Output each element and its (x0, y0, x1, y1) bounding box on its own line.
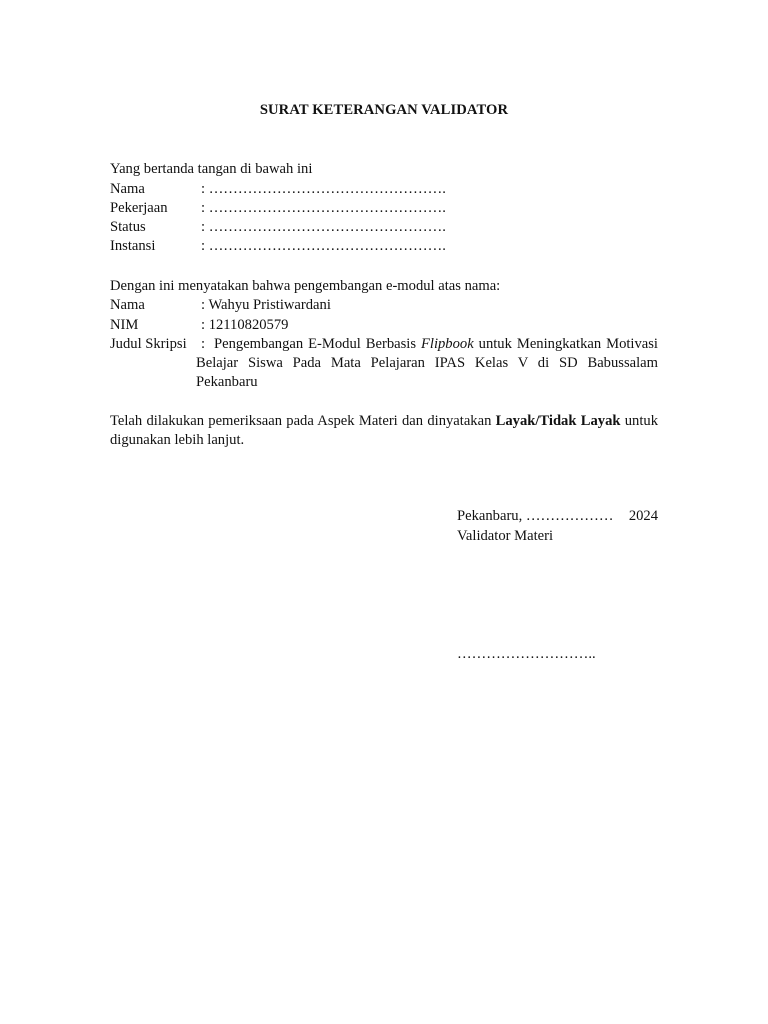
field-label: Pekerjaan (110, 200, 168, 216)
field-label: Status (110, 219, 146, 235)
signature-name-line: ……………………….. (457, 646, 596, 662)
judul-colon: : (201, 336, 206, 352)
judul-text (196, 335, 658, 393)
statement-text: Dengan ini menyatakan bahwa pengembangan e-modul atas nama: (110, 278, 501, 294)
judul-italic: Flipbook (420, 336, 474, 352)
judul-part-1: Pengembangan E-Modul Berbasis (214, 336, 421, 352)
signature-year: 2024 (628, 508, 658, 524)
signature-place: Pekanbaru, ……………… (457, 508, 614, 524)
field-label: Nama (110, 181, 145, 197)
conclusion-bold: Layak/Tidak Layak (495, 413, 621, 429)
field-label: Instansi (110, 238, 156, 254)
field-value: : …………………………………………. (201, 200, 446, 216)
page-title: SURAT KETERANGAN VALIDATOR (259, 102, 509, 118)
judul-label: Judul Skripsi (110, 336, 187, 352)
signature-place-date (457, 507, 658, 526)
field-value: : …………………………………………. (201, 181, 446, 197)
conclusion-part-2: untuk digunakan lebih lanjut. (110, 413, 658, 449)
field-label: NIM (110, 317, 139, 333)
conclusion-paragraph (110, 412, 658, 450)
field-value: : …………………………………………. (201, 219, 446, 235)
field-value: : …………………………………………. (201, 238, 446, 254)
conclusion-part-1: Telah dilakukan pemeriksaan pada Aspek Materi dan dinyatakan (110, 413, 496, 429)
signature-role: Validator Materi (457, 528, 554, 544)
judul-part-2: untuk Meningkatkan Motivasi Belajar Siswa Pada Mata Pelajaran IPAS Kelas V di SD Babussalam Pekanbaru (196, 336, 658, 391)
field-value: : 12110820579 (201, 317, 289, 333)
intro-text: Yang bertanda tangan di bawah ini (110, 161, 313, 177)
field-label: Nama (110, 297, 145, 313)
field-value: : Wahyu Pristiwardani (201, 297, 331, 313)
